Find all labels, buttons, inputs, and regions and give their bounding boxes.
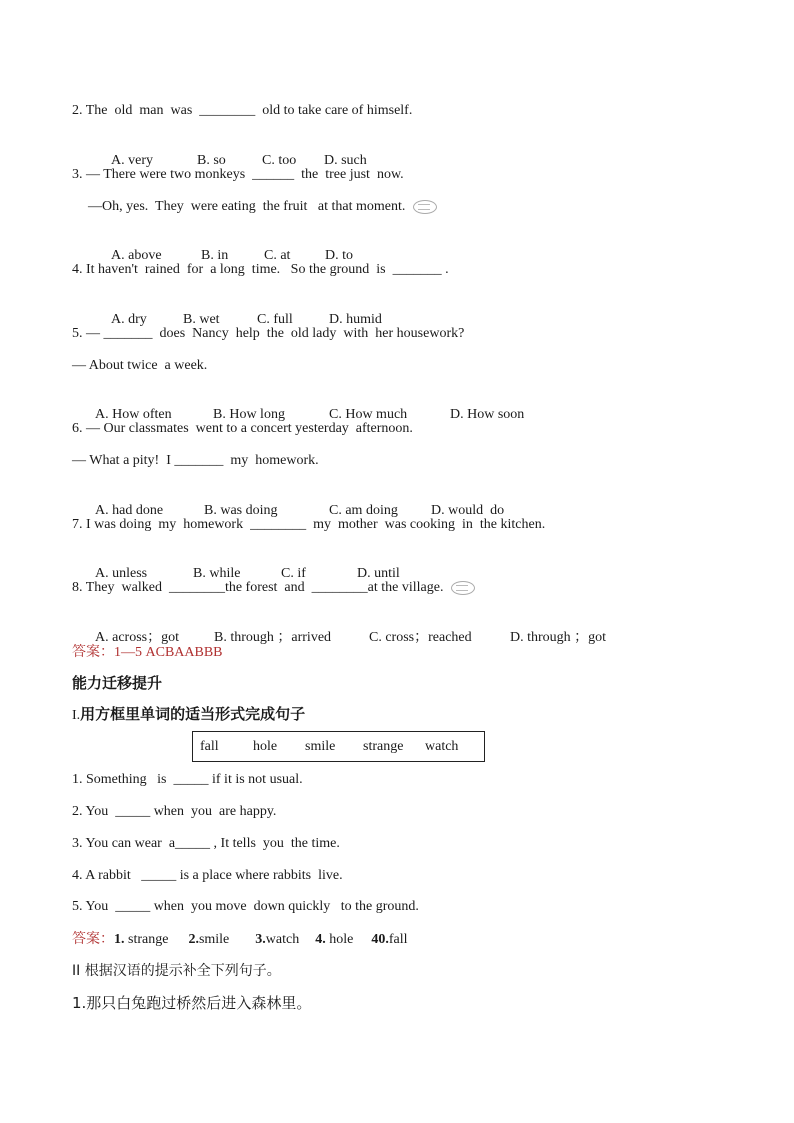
fill-item-4: 4. A rabbit _____ is a place where rabbits live.: [72, 868, 343, 883]
part-2-item-1: 1.那只白兔跑过桥然后进入森林里。: [72, 994, 312, 1012]
word-box-item: watch: [425, 739, 459, 754]
option-d: D. until: [357, 566, 400, 581]
question-8-stem-line: [72, 579, 475, 597]
answer-word: strange: [124, 932, 169, 947]
answer-word: smile: [198, 932, 230, 947]
question-5-reply: — About twice a week.: [72, 358, 208, 373]
option-a: A. had done: [95, 503, 164, 518]
option-c: C. am doing: [329, 503, 398, 518]
fill-item-3: 3. You can wear a_____ , It tells you the time.: [72, 836, 340, 851]
answer-num: 3.: [255, 932, 266, 947]
option-c: C. too: [262, 153, 297, 168]
question-3-reply-line: [88, 198, 437, 216]
question-6-options: [88, 484, 504, 520]
question-4-options: [104, 293, 382, 329]
option-d: D. humid: [329, 312, 382, 327]
stamp-icon: [451, 581, 475, 595]
option-a: A. unless: [95, 566, 148, 581]
question-5-stem: 5. — _______ does Nancy help the old lady with her housework?: [72, 326, 465, 341]
question-3-reply: —Oh, yes. They were eating the fruit at that moment.: [88, 199, 406, 214]
question-8-stem: 8. They walked ________the forest and ________at the village.: [72, 580, 444, 595]
answer-num: 40.: [371, 932, 389, 947]
answer-num: 2.: [188, 932, 199, 947]
option-a: A. How often: [95, 407, 172, 422]
option-d: D. through ；got: [510, 630, 607, 645]
answer-key-1: [72, 643, 223, 662]
option-b: B. while: [193, 566, 241, 581]
word-box: [192, 731, 485, 762]
question-3-options: [104, 229, 353, 265]
option-d: D. such: [324, 153, 367, 168]
option-b: B. so: [197, 153, 226, 168]
answer-label: 答案：: [72, 644, 114, 660]
option-a: A. dry: [111, 312, 147, 327]
option-d: D. to: [325, 248, 353, 263]
option-a: A. above: [111, 248, 162, 263]
answer-num: 4.: [315, 932, 326, 947]
fill-item-5: 5. You _____ when you move down quickly to the ground.: [72, 899, 419, 914]
question-6-stem: 6. — Our classmates went to a concert yesterday afternoon.: [72, 421, 413, 436]
option-b: B. wet: [183, 312, 220, 327]
option-b: B. in: [201, 248, 229, 263]
answer-word: fall: [388, 932, 408, 947]
question-2-stem: 2. The old man was ________ old to take care of himself.: [72, 103, 413, 118]
answer-text: 1—5 ACBAABBB: [114, 645, 223, 660]
answer-label: 答案：: [72, 931, 114, 947]
question-7-options: [88, 547, 400, 583]
option-c: C. How much: [329, 407, 408, 422]
part-1-numeral: I.: [72, 708, 81, 723]
question-4-stem: 4. It haven't rained for a long time. So the ground is _______ .: [72, 262, 449, 277]
question-6-reply: — What a pity! I _______ my homework.: [72, 453, 319, 468]
part-1-title: 用方框里单词的适当形式完成句子: [80, 705, 306, 723]
question-2-options: [104, 134, 367, 170]
word-box-item: smile: [305, 739, 336, 754]
answer-key-2: [72, 930, 407, 949]
option-a: A. across；got: [95, 630, 179, 645]
fill-item-1: 1. Something is _____ if it is not usual.: [72, 772, 303, 787]
option-c: C. full: [257, 312, 293, 327]
answer-num: 1.: [114, 932, 125, 947]
answer-word: watch: [265, 932, 300, 947]
part-2-title: II 根据汉语的提示补全下列句子。: [72, 963, 281, 979]
option-b: B. How long: [213, 407, 285, 422]
option-a: A. very: [111, 153, 153, 168]
question-7-stem: 7. I was doing my homework ________ my mother was cooking in the kitchen.: [72, 517, 546, 532]
word-box-item: strange: [363, 739, 404, 754]
question-8-options: [88, 611, 606, 647]
answer-word: hole: [325, 932, 354, 947]
word-box-item: fall: [200, 739, 219, 754]
option-b: B. through ；arrived: [214, 630, 332, 645]
option-b: B. was doing: [204, 503, 278, 518]
question-3-stem: 3. — There were two monkeys ______ the tree just now.: [72, 167, 404, 182]
stamp-icon: [413, 200, 437, 214]
question-5-options: [88, 388, 524, 424]
section-title: 能力迁移提升: [72, 674, 163, 692]
word-box-item: hole: [253, 739, 278, 754]
fill-item-2: 2. You _____ when you are happy.: [72, 804, 277, 819]
option-c: C. at: [264, 248, 291, 263]
option-c: C. cross；reached: [369, 630, 472, 645]
option-c: C. if: [281, 566, 306, 581]
option-d: D. How soon: [450, 407, 525, 422]
part-1-heading: [72, 705, 305, 725]
option-d: D. would do: [431, 503, 505, 518]
